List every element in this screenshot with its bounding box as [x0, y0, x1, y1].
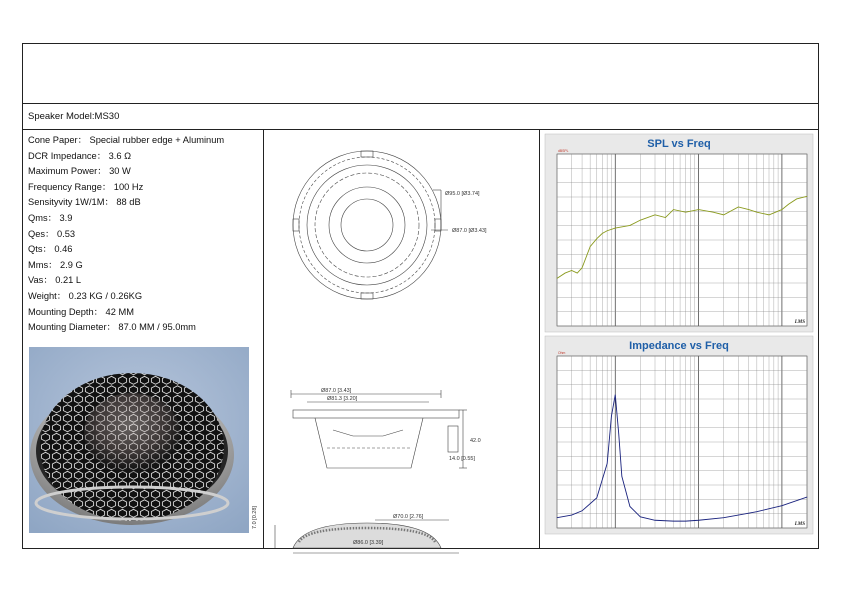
data-point: [590, 246, 591, 247]
y-axis-label: Ohm: [558, 351, 566, 355]
data-point: [655, 215, 656, 216]
data-point: [602, 233, 603, 234]
speaker-model-label: Speaker Model:MS30: [23, 103, 818, 130]
spec-value: 3.6 Ω: [106, 150, 132, 161]
spec-value: 30 W: [106, 166, 131, 177]
spec-row: [28, 320, 263, 336]
dim-grille-width: Ø70.0 [2.76]: [393, 514, 424, 520]
charts-column: [539, 130, 818, 549]
dim-depth: 42.0: [470, 438, 481, 444]
spec-label: Maximum Power：: [28, 166, 107, 177]
spec-label: Qts：: [28, 244, 52, 255]
charts: [539, 130, 818, 549]
data-point: [738, 207, 739, 208]
spec-label: Mounting Depth：: [28, 306, 103, 317]
data-point: [565, 273, 566, 274]
data-point: [796, 199, 797, 200]
grille-view: [275, 520, 459, 553]
data-point: [655, 520, 656, 521]
technical-drawing: [252, 130, 539, 549]
chart-title: Impedance vs Freq: [629, 340, 729, 352]
dim-outer: Ø95.0 [Ø3.74]: [445, 191, 480, 197]
y-axis-label: dBSPL: [558, 149, 569, 153]
data-point: [723, 215, 724, 216]
spec-row: [28, 242, 263, 258]
spec-row: [28, 211, 263, 227]
spec-sheet: [22, 43, 819, 549]
spec-value: 3.9: [56, 212, 73, 223]
spec-label: Frequency Range：: [28, 181, 112, 192]
spec-label: Vas：: [28, 275, 53, 286]
front-view: [293, 151, 448, 299]
data-point: [607, 463, 608, 464]
spec-row: [28, 273, 263, 289]
data-point: [807, 497, 808, 498]
spec-label: DCR Impedance：: [28, 150, 107, 161]
spec-row: [28, 258, 263, 274]
spec-label: Mms：: [28, 259, 58, 270]
spec-value: 42 MM: [102, 306, 134, 317]
spec-value: 2.9 G: [57, 259, 83, 270]
data-point: [698, 209, 699, 210]
spec-value: 88 dB: [113, 197, 141, 208]
dim-top-a: Ø87.0 [3.43]: [321, 388, 352, 394]
chart-title: SPL vs Freq: [647, 138, 711, 150]
header-band: [23, 44, 818, 104]
lms-logo: LMS: [794, 320, 805, 325]
data-point: [615, 394, 616, 395]
spec-value: 0.53: [54, 228, 76, 239]
spec-row: [28, 289, 263, 305]
spec-value: 0.46: [51, 244, 73, 255]
spec-label: Qes：: [28, 228, 55, 239]
data-point: [582, 267, 583, 268]
data-point: [782, 209, 783, 210]
spl-chart: [545, 134, 813, 332]
spec-label: Qms：: [28, 212, 57, 223]
spec-row: [28, 227, 263, 243]
data-point: [782, 505, 783, 506]
data-point: [738, 515, 739, 516]
dim-height: 14.0 [0.55]: [449, 456, 475, 462]
spec-row: [28, 305, 263, 321]
drawing-column: [252, 130, 540, 549]
lms-logo: LMS: [794, 522, 805, 527]
data-point: [622, 476, 623, 477]
dim-inner: Ø87.0 [Ø3.43]: [452, 228, 487, 234]
side-view: [291, 390, 467, 468]
data-point: [630, 506, 631, 507]
spec-row: [28, 149, 263, 165]
data-point: [582, 511, 583, 512]
speaker-photo: [29, 347, 249, 533]
data-point: [685, 521, 686, 522]
spec-value: 0.23 KG / 0.26KG: [66, 290, 143, 301]
data-point: [748, 209, 749, 210]
spec-row: [28, 195, 263, 211]
data-point: [723, 517, 724, 518]
data-point: [618, 433, 619, 434]
dim-grille-base: Ø86.0 [3.39]: [353, 540, 384, 546]
data-point: [630, 225, 631, 226]
spec-value: 0.21 L: [52, 275, 82, 286]
data-point: [640, 517, 641, 518]
spec-row: [28, 133, 263, 149]
data-point: [607, 230, 608, 231]
dim-top-b: Ø81.3 [3.20]: [327, 396, 358, 402]
spec-value: 87.0 MM / 95.0mm: [115, 322, 196, 333]
data-point: [571, 270, 572, 271]
dim-grille-h: 7.0 [0.28]: [252, 506, 258, 529]
data-point: [685, 212, 686, 213]
data-point: [757, 511, 758, 512]
data-point: [713, 212, 714, 213]
spec-row: [28, 180, 263, 196]
data-point: [596, 498, 597, 499]
data-point: [807, 196, 808, 197]
specs-list: [23, 130, 263, 336]
spec-label: Sensityvity 1W/1M：: [28, 197, 114, 208]
data-point: [788, 204, 789, 205]
spec-row: [28, 164, 263, 180]
spec-value: Special rubber edge + Aluminum: [86, 135, 225, 145]
data-point: [673, 209, 674, 210]
data-point: [640, 220, 641, 221]
data-point: [571, 515, 572, 516]
data-point: [615, 228, 616, 229]
data-point: [757, 212, 758, 213]
spec-value: 100 Hz: [111, 181, 144, 192]
spec-label: Weight：: [28, 290, 67, 301]
specs-column: [23, 130, 264, 549]
data-point: [596, 238, 597, 239]
data-point: [611, 416, 612, 417]
data-point: [698, 520, 699, 521]
impedance-chart: [545, 336, 813, 534]
data-point: [557, 517, 558, 518]
spec-label: Cone Paper：: [28, 135, 87, 145]
data-point: [673, 521, 674, 522]
data-point: [577, 273, 578, 274]
spec-label: Mounting Diameter：: [28, 322, 116, 333]
data-point: [769, 215, 770, 216]
data-point: [557, 278, 558, 279]
data-point: [665, 217, 666, 218]
